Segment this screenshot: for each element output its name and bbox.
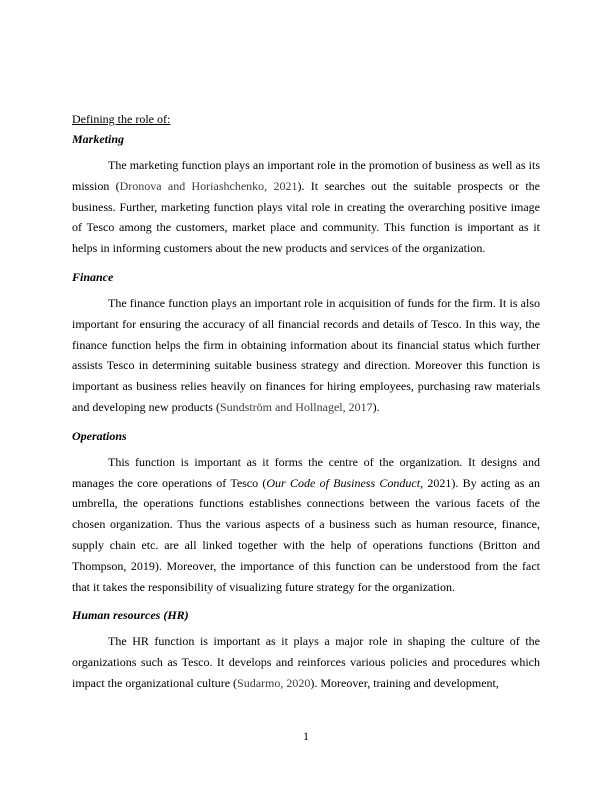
section-heading: Finance	[72, 269, 114, 284]
section-finance	[72, 267, 540, 418]
document-body	[72, 109, 540, 702]
text-run: This function is important as it forms the centre of the organization. It designs and manages the core operations of Tesco (	[72, 454, 540, 490]
section-heading: Marketing	[72, 132, 125, 146]
text-run: The HR function is important as it plays a major role in shaping the culture of the organizations such as Tesco. It develops and reinforces various policies and procedures which impact the organizational culture (	[72, 634, 540, 690]
section-human-resources-hr	[72, 605, 540, 693]
citation: Sundström and Hollnagel, 2017	[219, 399, 373, 414]
section-paragraph	[72, 631, 540, 693]
text-run: ). It searches out the suitable prospects or the business. Further, marketing function plays vital role in creating the overarching positive image of Tesco among the customers, market place and community. This function is important as it helps in informing customers about the new products and services of the organization.	[72, 178, 540, 256]
section-paragraph	[72, 293, 540, 418]
italic-title: Our Code of Business Conduct	[266, 475, 421, 490]
sections-container	[72, 129, 540, 694]
citation: Dronova and Horiashchenko, 2021	[119, 178, 298, 193]
intro-heading: Defining the role of:	[72, 112, 171, 126]
text-run: ).	[372, 399, 380, 414]
section-heading: Human resources (HR)	[72, 608, 189, 623]
text-run: ). Moreover, training and development,	[310, 675, 499, 690]
page-number: 1	[303, 729, 309, 743]
section-operations	[72, 426, 540, 598]
section-heading: Operations	[72, 428, 127, 443]
text-run: The marketing function plays an important role in the promotion of business as well as its mission (	[72, 158, 540, 193]
citation: Sudarmo, 2020	[237, 675, 311, 690]
section-paragraph	[72, 155, 540, 259]
section-marketing	[72, 129, 540, 259]
section-paragraph	[72, 452, 540, 598]
text-run: The finance function plays an important role in acquisition of funds for the firm. It is also important for ensuring the accuracy of all financial records and details of Tesco. In this way, the finance function helps the firm in obtaining information about its financial status which further assists Tesco in determining suitable business strategy and direction. Moreover this function is important as business relies heavily on finances for hiring employees, purchasing raw materials and developing new products (	[72, 295, 540, 414]
text-run: , 2021). By acting as an umbrella, the operations functions establishes connections between the various facets of the chosen organization. Thus the various aspects of a business such as human resource, finance, supply chain etc. are all linked together with the help of operations functions (Britton and Thompson, 2019). Moreover, the importance of this function can be understood from the fact that it takes the responsibility of visualizing future strategy for the organization.	[72, 475, 540, 594]
